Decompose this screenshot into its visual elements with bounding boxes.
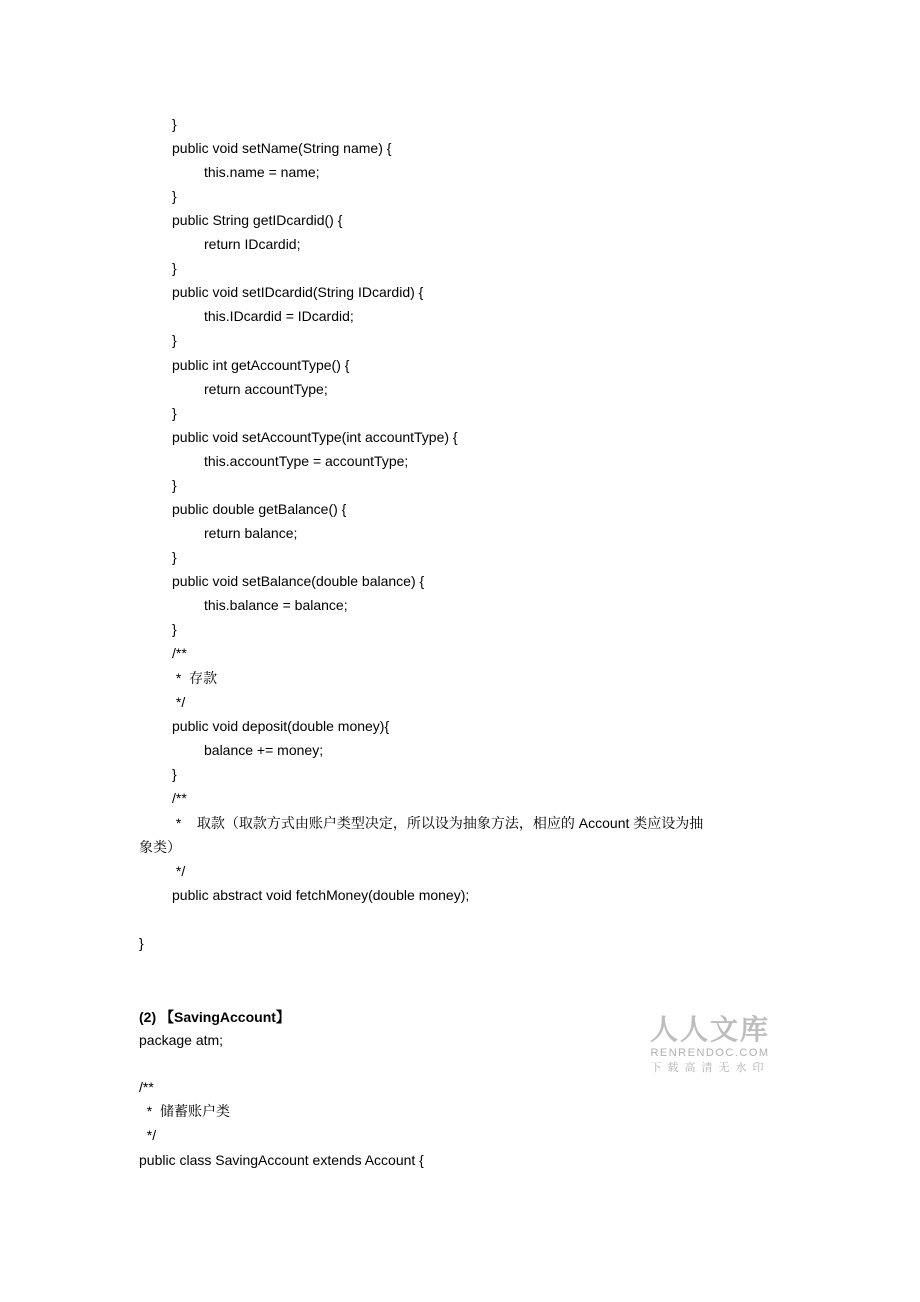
comment-line: 象类） — [139, 839, 181, 855]
code-line: public abstract void fetchMoney(double money); — [172, 887, 470, 903]
code-line: } — [172, 116, 177, 132]
code-line: return accountType; — [204, 381, 328, 397]
code-line: this.accountType = accountType; — [204, 453, 409, 469]
comment-line: */ — [172, 863, 186, 879]
code-line: balance += money; — [204, 742, 324, 758]
code-line: } — [172, 405, 177, 421]
watermark — [646, 1014, 774, 1076]
code-line: } — [172, 766, 177, 782]
code-line: return balance; — [204, 525, 298, 541]
code-line: public void setAccountType(int accountType) { — [172, 429, 458, 445]
code-line: package atm; — [139, 1032, 224, 1048]
code-line: return IDcardid; — [204, 236, 301, 252]
comment-line: * 存款 — [172, 670, 218, 686]
code-line: } — [172, 332, 177, 348]
code-line: } — [172, 621, 177, 637]
code-line: public void deposit(double money){ — [172, 718, 390, 734]
code-line: this.IDcardid = IDcardid; — [204, 308, 354, 324]
comment-line: /** — [172, 645, 187, 661]
code-line: this.balance = balance; — [204, 597, 348, 613]
code-line: this.name = name; — [204, 164, 320, 180]
code-line: } — [172, 260, 177, 276]
code-line: public String getIDcardid() { — [172, 212, 343, 228]
watermark-title: 人人文库 — [649, 1013, 770, 1046]
code-line: public int getAccountType() { — [172, 357, 350, 373]
code-line: public void setName(String name) { — [172, 140, 392, 156]
comment-line: */ — [172, 694, 186, 710]
code-line: public class SavingAccount extends Account { — [139, 1152, 424, 1168]
comment-line: */ — [139, 1127, 157, 1143]
comment-line: /** — [139, 1079, 154, 1095]
comment-line: * 储蓄账户类 — [139, 1103, 231, 1119]
code-line: } — [172, 477, 177, 493]
comment-line: /** — [172, 790, 187, 806]
code-line: } — [139, 935, 144, 951]
code-line: } — [172, 188, 177, 204]
code-line: public void setIDcardid(String IDcardid) { — [172, 284, 424, 300]
comment-line: * 取款（取款方式由账户类型决定，所以设为抽象方法，相应的 Account 类应设为抽 — [172, 815, 704, 831]
code-line: public double getBalance() { — [172, 501, 347, 517]
code-line: public void setBalance(double balance) { — [172, 573, 425, 589]
code-line: } — [172, 549, 177, 565]
watermark-url: RENRENDOC.COM — [650, 1047, 770, 1059]
section-heading: (2) 【SavingAccount】 — [139, 1009, 290, 1025]
watermark-subtitle: 下载高清无水印 — [650, 1062, 770, 1074]
